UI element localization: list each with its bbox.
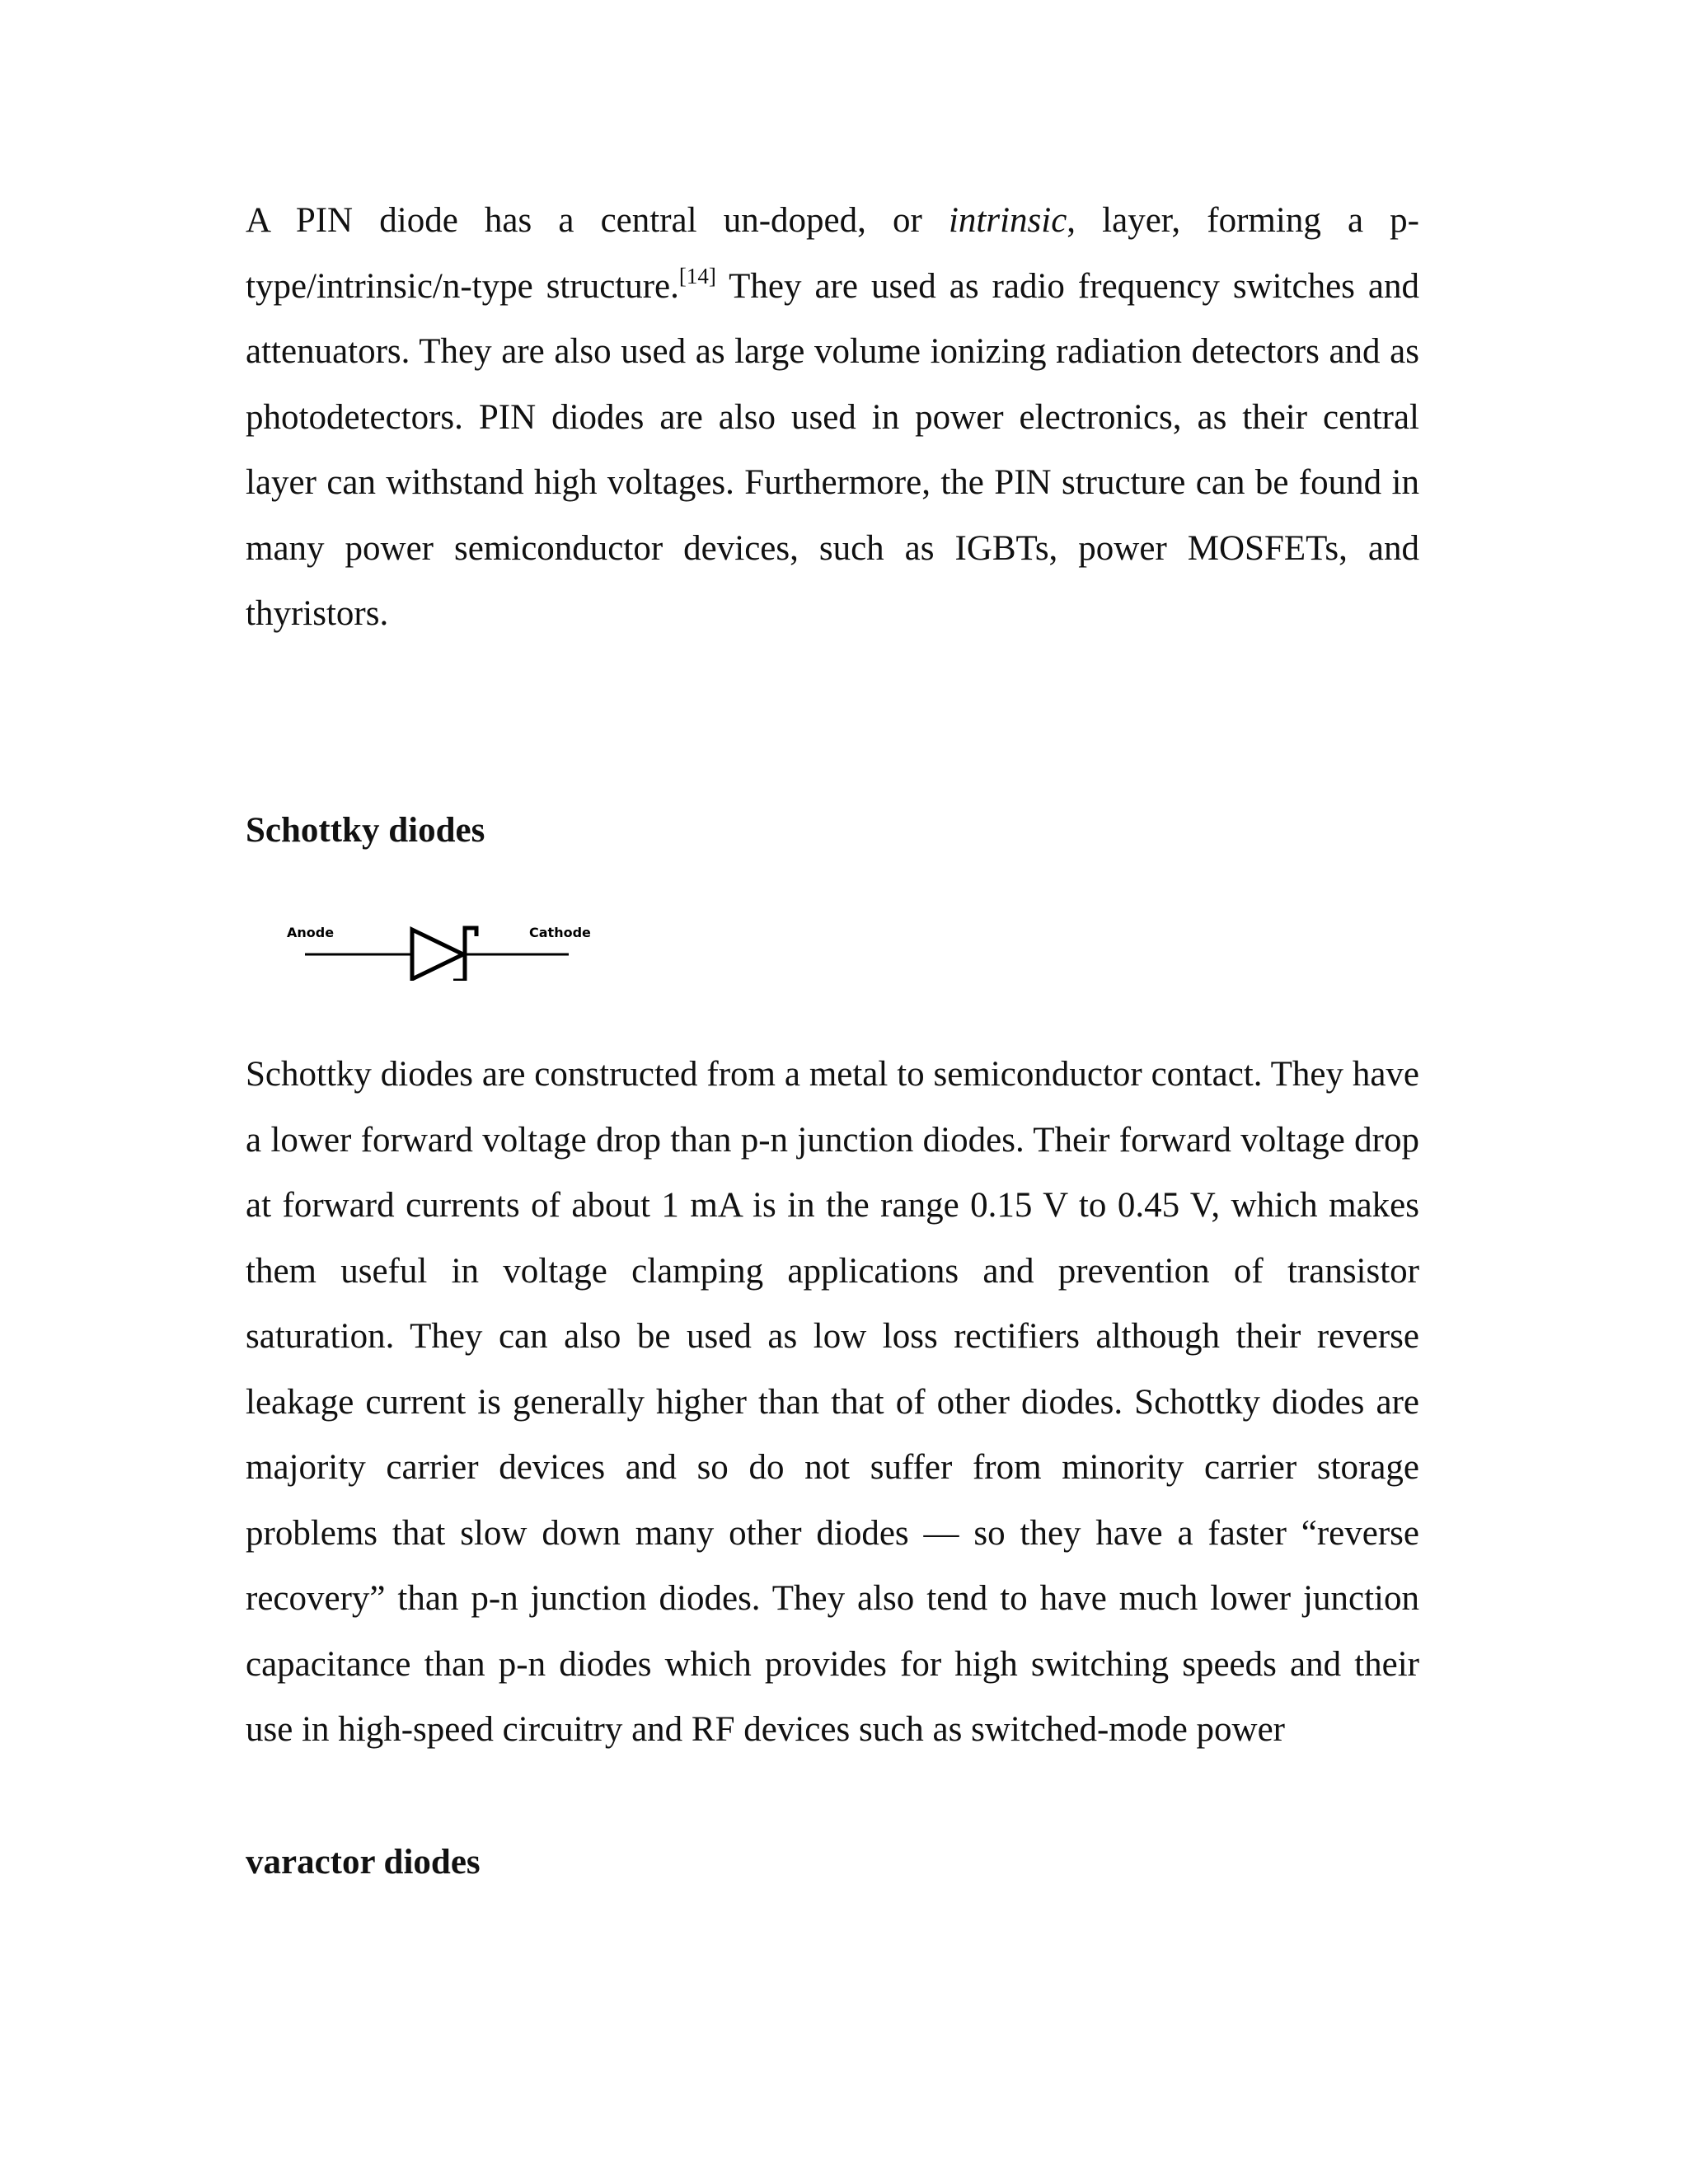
varactor-heading: varactor diodes [246,1843,481,1882]
paragraph-text: A PIN diode has a central un-doped, or [246,201,949,240]
schottky-heading: Schottky diodes [246,811,485,850]
paragraph-text: They are used as radio frequency switches and attenuators. They are also used as large volume ionizing radiation detectors and as photodetectors. PIN diodes are also used in power electronics, as their central layer can withstand high voltages. Furthermore, the PIN structure can be found in many power semiconductor devices, such as IGBTs, power MOSFETs, and thyristors. [246,266,1419,633]
anode-label: Anode [287,925,335,940]
schottky-diode-symbol [280,915,643,981]
italic-term: intrinsic [948,201,1067,240]
citation-reference[interactable]: [14] [678,263,716,288]
pin-diode-paragraph [246,188,1419,647]
schottky-paragraph: Schottky diodes are constructed from a metal to semiconductor contact. They have a lower forward voltage drop than p-n junction diodes. Their forward voltage drop at forward currents of about 1 mA is in the range 0.15 V to 0.45 V, which makes them useful in voltage clamping applications and prevention of transistor saturation. They can also be used as low loss rectifiers although their reverse leakage current is generally higher than that of other diodes. Schottky diodes are majority carrier devices and so do not suffer from minority carrier storage problems that slow down many other diodes — so they have a faster “reverse recovery” than p-n junction diodes. They also tend to have much lower junction capacitance than p-n diodes which provides for high switching speeds and their use in high-speed circuitry and RF devices such as switched-mode power [246,1055,1419,1749]
cathode-label: Cathode [529,925,591,940]
paragraph-text: , layer, forming a p-type/intrinsic/n-type structure. [246,201,1419,306]
